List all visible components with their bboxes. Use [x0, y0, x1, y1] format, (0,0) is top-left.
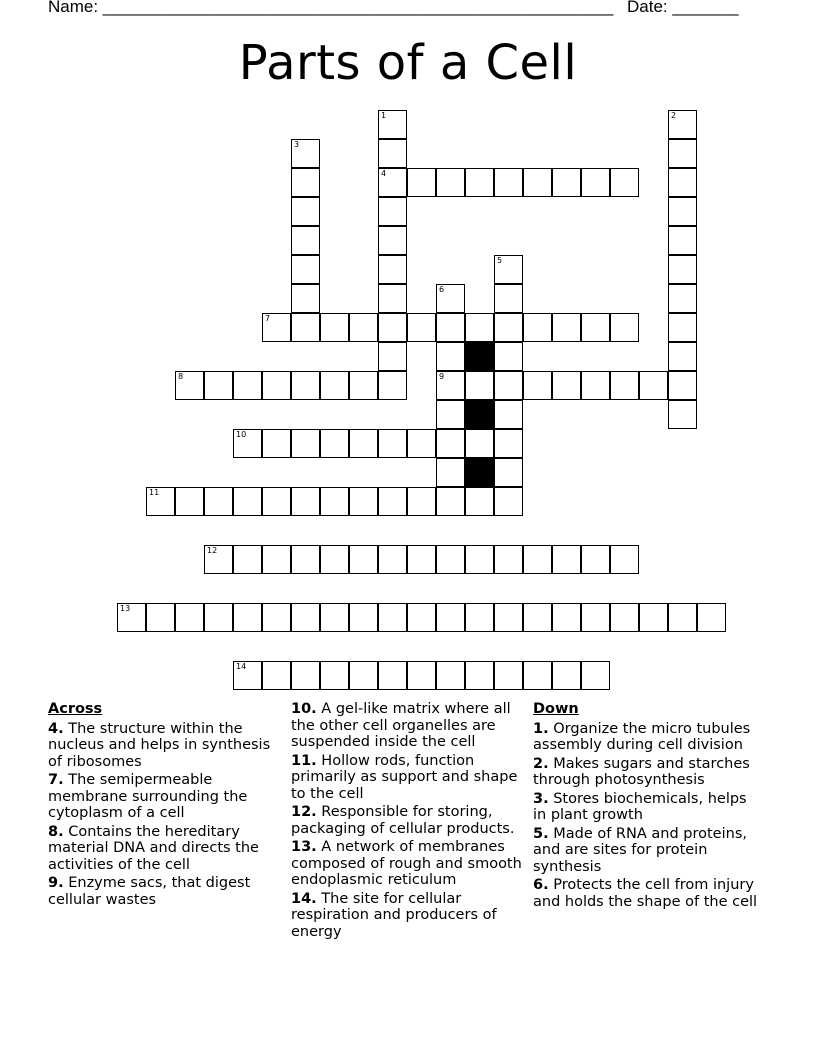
grid-cell[interactable]	[668, 168, 697, 197]
clue-number: 14	[236, 662, 247, 671]
grid-cell[interactable]	[639, 603, 668, 632]
grid-cell[interactable]	[262, 429, 291, 458]
grid-cell[interactable]	[233, 661, 262, 690]
across-clue-list	[48, 721, 278, 909]
across-heading: Across	[48, 701, 103, 717]
down-heading: Down	[533, 701, 579, 717]
grid-cell[interactable]	[494, 661, 523, 690]
grid-cell[interactable]	[494, 603, 523, 632]
grid-cell[interactable]	[291, 168, 320, 197]
grid-cell[interactable]	[233, 371, 262, 400]
grid-cell[interactable]	[320, 487, 349, 516]
grid-cell[interactable]	[494, 313, 523, 342]
clue-item-number: 3.	[533, 790, 549, 807]
grid-cell[interactable]	[291, 661, 320, 690]
clue-item	[533, 877, 758, 910]
clue-item-number: 5.	[533, 825, 549, 842]
grid-cell[interactable]	[436, 313, 465, 342]
grid-cell[interactable]	[320, 313, 349, 342]
grid-cell[interactable]	[378, 603, 407, 632]
grid-cell[interactable]	[465, 429, 494, 458]
grid-cell[interactable]	[262, 371, 291, 400]
grid-cell[interactable]	[349, 603, 378, 632]
grid-cell[interactable]	[175, 371, 204, 400]
grid-cell[interactable]	[494, 342, 523, 371]
grid-cell[interactable]	[233, 487, 262, 516]
clue-number: 5	[497, 256, 503, 265]
grid-cell[interactable]	[262, 487, 291, 516]
grid-cell[interactable]	[291, 255, 320, 284]
across-clues-column-continued	[291, 701, 527, 942]
grid-cell[interactable]	[378, 168, 407, 197]
grid-cell[interactable]	[610, 371, 639, 400]
clue-number: 1	[381, 111, 387, 120]
grid-cell[interactable]	[320, 661, 349, 690]
grid-cell[interactable]	[291, 545, 320, 574]
grid-cell[interactable]	[639, 371, 668, 400]
grid-cell[interactable]	[436, 545, 465, 574]
clue-item-number: 13.	[291, 839, 317, 855]
grid-cell[interactable]	[494, 284, 523, 313]
grid-cell[interactable]	[494, 400, 523, 429]
clue-item-text: Enzyme sacs, that digest cellular wastes	[48, 875, 251, 908]
grid-cell[interactable]	[581, 545, 610, 574]
grid-cell[interactable]	[465, 603, 494, 632]
grid-cell[interactable]	[552, 661, 581, 690]
clue-item-number: 10.	[291, 701, 317, 717]
grid-cell[interactable]	[668, 342, 697, 371]
across-clues-column	[48, 701, 278, 910]
grid-cell[interactable]	[320, 545, 349, 574]
clue-number: 9	[439, 372, 445, 381]
date-field-line: Date: _______	[627, 0, 739, 16]
grid-cell[interactable]	[175, 487, 204, 516]
clue-item-text: Made of RNA and proteins, and are sites for protein synthesis	[533, 825, 747, 875]
grid-cell[interactable]	[378, 487, 407, 516]
clue-number: 6	[439, 285, 445, 294]
grid-cell[interactable]	[117, 603, 146, 632]
clue-item	[291, 839, 527, 889]
grid-cell[interactable]	[523, 371, 552, 400]
clue-item-text: Makes sugars and starches through photosynthesis	[533, 755, 750, 788]
grid-cell[interactable]	[436, 342, 465, 371]
grid-cell[interactable]	[436, 487, 465, 516]
clue-item-text: Protects the cell from injury and holds the shape of the cell	[533, 877, 758, 910]
grid-cell[interactable]	[494, 458, 523, 487]
grid-cell[interactable]	[581, 168, 610, 197]
clue-item	[48, 824, 278, 874]
clue-number: 13	[120, 604, 131, 613]
clue-item	[291, 701, 527, 751]
grid-cell[interactable]	[378, 139, 407, 168]
black-square	[465, 458, 494, 487]
grid-cell[interactable]	[436, 429, 465, 458]
grid-cell[interactable]	[349, 371, 378, 400]
grid-cell[interactable]	[668, 226, 697, 255]
clue-number: 2	[671, 111, 677, 120]
grid-cell[interactable]	[697, 603, 726, 632]
grid-cell[interactable]	[581, 603, 610, 632]
grid-cell[interactable]	[436, 603, 465, 632]
clue-item	[291, 753, 527, 803]
grid-cell[interactable]	[407, 313, 436, 342]
clue-item-text: The site for cellular respiration and producers of energy	[291, 890, 497, 940]
clue-item-text: Stores biochemicals, helps in plant growth	[533, 790, 747, 823]
grid-cell[interactable]	[465, 168, 494, 197]
grid-cell[interactable]	[668, 255, 697, 284]
clue-number: 10	[236, 430, 247, 439]
grid-cell[interactable]	[233, 603, 262, 632]
grid-cell[interactable]	[668, 139, 697, 168]
grid-cell[interactable]	[262, 545, 291, 574]
clue-item	[291, 804, 527, 837]
clue-item-number: 9.	[48, 875, 64, 891]
grid-cell[interactable]	[436, 458, 465, 487]
grid-cell[interactable]	[291, 226, 320, 255]
grid-cell[interactable]	[668, 400, 697, 429]
clue-item-text: A network of membranes composed of rough and smooth endoplasmic reticulum	[291, 839, 522, 888]
clue-item-text: Organize the micro tubules assembly during cell division	[533, 720, 751, 753]
grid-cell[interactable]	[494, 371, 523, 400]
clue-item	[533, 721, 758, 754]
grid-cell[interactable]	[378, 284, 407, 313]
grid-cell[interactable]	[610, 313, 639, 342]
black-square	[465, 400, 494, 429]
clue-item-text: Hollow rods, function primarily as support and shape to the cell	[291, 752, 518, 802]
grid-cell[interactable]	[291, 429, 320, 458]
grid-cell[interactable]	[494, 487, 523, 516]
clue-item-text: A gel-like matrix where all the other cell organelles are suspended inside the cell	[291, 701, 511, 750]
grid-cell[interactable]	[378, 342, 407, 371]
grid-cell[interactable]	[291, 371, 320, 400]
grid-cell[interactable]	[552, 371, 581, 400]
clue-item	[291, 891, 527, 941]
grid-cell[interactable]	[436, 661, 465, 690]
clue-item-text: The semipermeable membrane surrounding the cytoplasm of a cell	[48, 772, 248, 821]
grid-cell[interactable]	[494, 429, 523, 458]
grid-cell[interactable]	[378, 429, 407, 458]
clue-item-number: 4.	[48, 720, 64, 737]
clue-item	[533, 826, 758, 876]
grid-cell[interactable]	[262, 661, 291, 690]
clue-item-text: Responsible for storing, packaging of cellular products.	[291, 804, 515, 837]
grid-cell[interactable]	[668, 110, 697, 139]
clue-number: 7	[265, 314, 271, 323]
grid-cell[interactable]	[378, 313, 407, 342]
grid-cell[interactable]	[552, 545, 581, 574]
grid-cell[interactable]	[349, 661, 378, 690]
grid-cell[interactable]	[320, 371, 349, 400]
grid-cell[interactable]	[407, 429, 436, 458]
grid-cell[interactable]	[610, 603, 639, 632]
grid-cell[interactable]	[465, 313, 494, 342]
name-field-line: Name: ______________________________________________________	[48, 0, 614, 16]
down-clues-column	[533, 701, 758, 912]
grid-cell[interactable]	[581, 313, 610, 342]
grid-cell[interactable]	[523, 168, 552, 197]
grid-cell[interactable]	[494, 255, 523, 284]
grid-cell[interactable]	[465, 487, 494, 516]
grid-cell[interactable]	[349, 429, 378, 458]
grid-cell[interactable]	[407, 487, 436, 516]
grid-cell[interactable]	[349, 545, 378, 574]
clue-item	[533, 791, 758, 824]
grid-cell[interactable]	[320, 603, 349, 632]
page-title: Parts of a Cell	[238, 35, 578, 91]
grid-cell[interactable]	[262, 313, 291, 342]
grid-cell[interactable]	[291, 603, 320, 632]
grid-cell[interactable]	[668, 284, 697, 313]
down-clue-list	[533, 721, 758, 911]
grid-cell[interactable]	[204, 603, 233, 632]
clue-number: 8	[178, 372, 184, 381]
grid-cell[interactable]	[175, 603, 204, 632]
grid-cell[interactable]	[204, 371, 233, 400]
grid-cell[interactable]	[378, 545, 407, 574]
grid-cell[interactable]	[407, 603, 436, 632]
grid-cell[interactable]	[523, 661, 552, 690]
grid-cell[interactable]	[407, 168, 436, 197]
clue-item	[48, 875, 278, 908]
clue-item	[48, 772, 278, 822]
grid-cell[interactable]	[668, 371, 697, 400]
grid-cell[interactable]	[146, 487, 175, 516]
clue-number: 4	[381, 169, 387, 178]
grid-cell[interactable]	[465, 661, 494, 690]
grid-cell[interactable]	[523, 313, 552, 342]
clue-item-text: The structure within the nucleus and helps in synthesis of ribosomes	[48, 720, 271, 770]
grid-cell[interactable]	[407, 545, 436, 574]
grid-cell[interactable]	[291, 284, 320, 313]
grid-cell[interactable]	[668, 313, 697, 342]
clue-item-number: 11.	[291, 752, 317, 769]
grid-cell[interactable]	[494, 168, 523, 197]
grid-cell[interactable]	[291, 487, 320, 516]
grid-cell[interactable]	[610, 545, 639, 574]
grid-cell[interactable]	[668, 197, 697, 226]
clue-item	[48, 721, 278, 771]
grid-cell[interactable]	[436, 168, 465, 197]
grid-cell[interactable]	[320, 429, 349, 458]
clue-number: 11	[149, 488, 160, 497]
grid-cell[interactable]	[378, 197, 407, 226]
grid-cell[interactable]	[465, 371, 494, 400]
clue-item	[533, 756, 758, 789]
clue-number: 12	[207, 546, 218, 555]
grid-cell[interactable]	[610, 168, 639, 197]
clue-item-number: 14.	[291, 890, 317, 907]
grid-cell[interactable]	[378, 255, 407, 284]
grid-cell[interactable]	[523, 545, 552, 574]
clue-item-text: Contains the hereditary material DNA and directs the activities of the cell	[48, 823, 259, 873]
clue-item-number: 12.	[291, 804, 317, 820]
grid-cell[interactable]	[204, 487, 233, 516]
grid-cell[interactable]	[262, 603, 291, 632]
clue-item-number: 7.	[48, 772, 64, 788]
grid-cell[interactable]	[291, 139, 320, 168]
grid-cell[interactable]	[233, 429, 262, 458]
grid-cell[interactable]	[523, 603, 552, 632]
grid-cell[interactable]	[465, 545, 494, 574]
grid-cell[interactable]	[378, 661, 407, 690]
grid-cell[interactable]	[378, 110, 407, 139]
clue-item-number: 2.	[533, 755, 549, 772]
grid-cell[interactable]	[291, 197, 320, 226]
clue-item-number: 6.	[533, 877, 549, 893]
grid-cell[interactable]	[349, 313, 378, 342]
grid-cell[interactable]	[407, 661, 436, 690]
grid-cell[interactable]	[552, 168, 581, 197]
grid-cell[interactable]	[552, 313, 581, 342]
grid-cell[interactable]	[204, 545, 233, 574]
grid-cell[interactable]	[668, 603, 697, 632]
grid-cell[interactable]	[436, 371, 465, 400]
clue-item-number: 8.	[48, 823, 64, 840]
grid-cell[interactable]	[233, 545, 262, 574]
grid-cell[interactable]	[552, 603, 581, 632]
grid-cell[interactable]	[291, 313, 320, 342]
grid-cell[interactable]	[378, 371, 407, 400]
black-square	[465, 342, 494, 371]
clue-item-number: 1.	[533, 720, 549, 737]
across-clue-list-continued	[291, 701, 527, 940]
grid-cell[interactable]	[349, 487, 378, 516]
clue-number: 3	[294, 140, 300, 149]
grid-cell[interactable]	[378, 226, 407, 255]
grid-cell[interactable]	[581, 371, 610, 400]
grid-cell[interactable]	[436, 284, 465, 313]
grid-cell[interactable]	[494, 545, 523, 574]
grid-cell[interactable]	[146, 603, 175, 632]
grid-cell[interactable]	[436, 400, 465, 429]
grid-cell[interactable]	[581, 661, 610, 690]
